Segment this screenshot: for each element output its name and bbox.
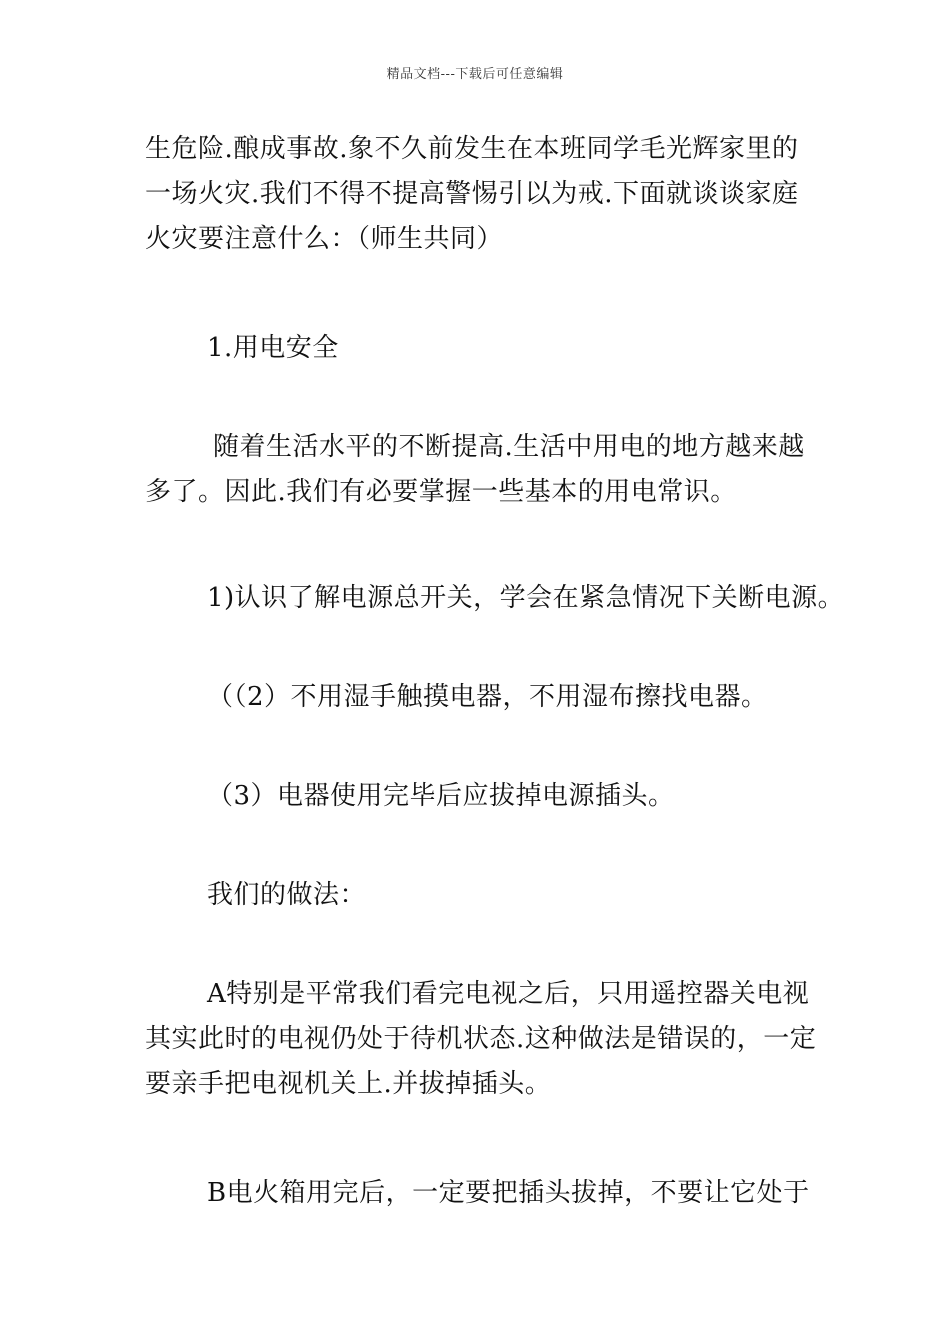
- list-item-3: [145, 774, 813, 819]
- text-line: 其实此时的电视仍处于待机状态.这种做法是错误的，一定: [145, 1024, 817, 1054]
- section-heading-electricity-safety: [145, 326, 813, 371]
- text-line: 随着生活水平的不断提高.生活中用电的地方越来越: [213, 432, 805, 462]
- text-line: （（2）不用湿手触摸电器，不用湿布擦找电器。: [207, 682, 768, 712]
- paragraph-practice-a: [145, 972, 817, 1107]
- text-line: 我们的做法：: [207, 880, 367, 910]
- list-item-1: [145, 576, 845, 621]
- text-line: 多了。因此.我们有必要掌握一些基本的用电常识。: [145, 477, 737, 507]
- page-header: 精品文档---下载后可任意编辑: [386, 67, 564, 82]
- text-line: 火灾要注意什么：（师生共同）: [145, 224, 504, 254]
- text-line: （3）电器使用完毕后应拔掉电源插头。: [207, 781, 675, 811]
- text-line: 1.用电安全: [207, 333, 339, 363]
- paragraph-intro: [145, 127, 813, 262]
- text-line: 要亲手把电视机关上.并拔掉插头。: [145, 1069, 552, 1099]
- text-line: 1)认识了解电源总开关，学会在紧急情况下关断电源。: [207, 583, 845, 613]
- list-item-2: [145, 675, 813, 720]
- subheading-our-practice: [145, 873, 813, 918]
- text-line: 生危险.酿成事故.象不久前发生在本班同学毛光辉家里的: [145, 134, 799, 164]
- text-line: B电火箱用完后，一定要把插头拔掉，不要让它处于: [207, 1178, 810, 1208]
- paragraph-electricity-intro: [145, 425, 813, 515]
- text-line: 一场火灾.我们不得不提高警惕引以为戒.下面就谈谈家庭: [145, 179, 799, 209]
- paragraph-practice-b: [145, 1171, 813, 1216]
- text-line: A特别是平常我们看完电视之后，只用遥控器关电视: [207, 979, 810, 1009]
